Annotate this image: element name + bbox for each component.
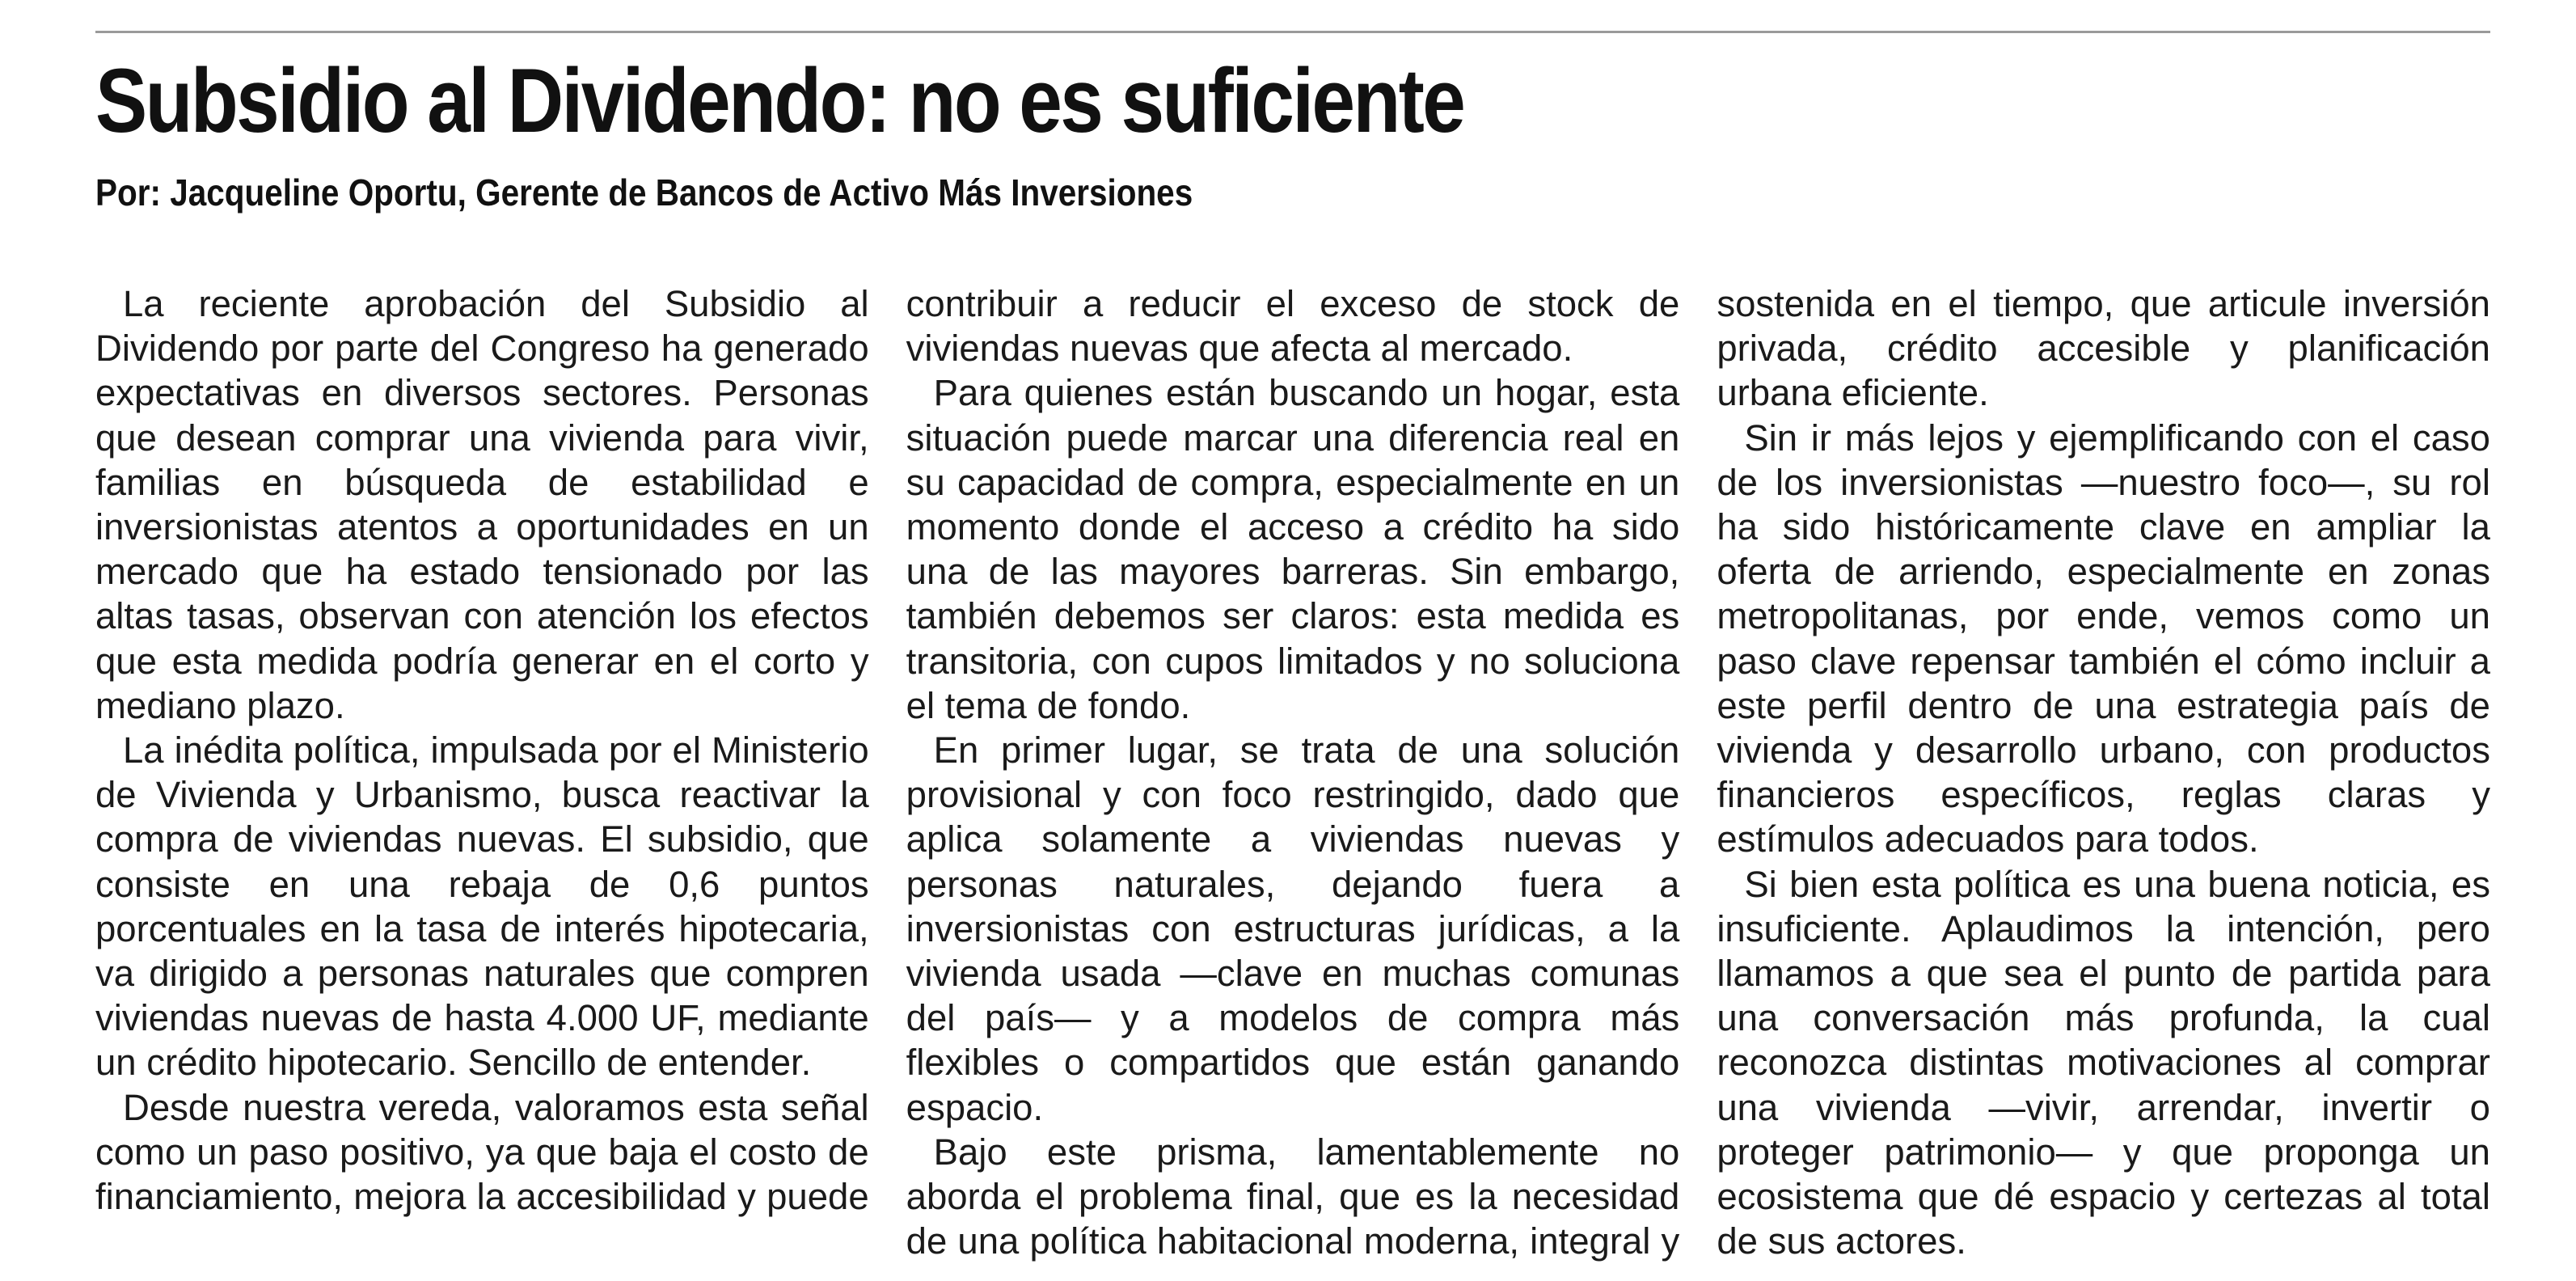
- article-byline: Por: Jacqueline Oportu, Gerente de Bancos de Activo Más Inversiones: [95, 171, 1193, 214]
- article-paragraph: Bajo este prisma, lamentablemente no aborda el problema final, que es la necesidad de una política habitacional moderna, integral y sostenida en el tiempo, que articule inversión privada, crédito accesible y planificación urbana eficiente.: [906, 283, 2490, 1262]
- article-paragraph: Si bien esta política es una buena noticia, es insuficiente. Aplaudimos la intención, pero llamamos a que sea el punto de partida para una conversación más profunda, la cual reconozca distintas motivaciones al comprar una vivienda —vivir, arrendar, invertir o proteger patrimonio— y que proponga un ecosistema que dé espacio y certezas al total de sus actores.: [1717, 863, 2490, 1262]
- article-paragraph: La reciente aprobación del Subsidio al Dividendo por parte del Congreso ha generado expectativas en diversos sectores. Personas que desean comprar una vivienda para vivir, familias en búsqueda de estabilidad e inversionistas atentos a oportunidades en un mercado que ha estado tensionado por las altas tasas, observan con atención los efectos que esta medida podría generar en el corto y mediano plazo.: [95, 283, 869, 726]
- article-body: [95, 281, 2490, 1276]
- article-headline: Subsidio al Dividendo: no es suficiente: [95, 50, 1464, 151]
- article-paragraph: La inédita política, impulsada por el Ministerio de Vivienda y Urbanismo, busca reactivar la compra de viviendas nuevas. El subsidio, que consiste en una rebaja de 0,6 puntos porcentuales en la tasa de interés hipotecaria, va dirigido a personas naturales que compren viviendas nuevas de hasta 4.000 UF, mediante un crédito hipotecario. Sencillo de entender.: [95, 729, 869, 1084]
- article-paragraph: Sin ir más lejos y ejemplificando con el caso de los inversionistas —nuestro foco—, su rol ha sido históricamente clave en ampliar la oferta de arriendo, especialmente en zonas metropolitanas, por ende, vemos como un paso clave repensar también el cómo incluir a este perfil dentro de una estrategia país de vivienda y desarrollo urbano, con productos financieros específicos, reglas claras y estímulos adecuados para todos.: [1717, 416, 2490, 860]
- article-page: [95, 31, 2490, 1268]
- article-paragraph: Para quienes están buscando un hogar, esta situación puede marcar una diferencia real en su capacidad de compra, especialmente en un momento donde el acceso a crédito ha sido una de las mayores barreras. Sin embargo, también debemos ser claros: esta medida es transitoria, con cupos limitados y no soluciona el tema de fondo.: [906, 372, 1680, 726]
- article-paragraph: Desde nuestra vereda, valoramos esta señal como un paso positivo, ya que baja el costo de financiamiento, mejora la accesibilidad y puede contribuir a reducir el exceso de stock de viviendas nuevas que afecta al mercado.: [95, 283, 1680, 1218]
- top-rule: [95, 31, 2490, 33]
- article-paragraph: En primer lugar, se trata de una solución provisional y con foco restringido, dado que aplica solamente a viviendas nuevas y personas naturales, dejando fuera a inversionistas con estructuras jurídicas, a la vivienda usada —clave en muchas comunas del país— y a modelos de compra más flexibles o compartidos que están ganando espacio.: [906, 729, 1680, 1128]
